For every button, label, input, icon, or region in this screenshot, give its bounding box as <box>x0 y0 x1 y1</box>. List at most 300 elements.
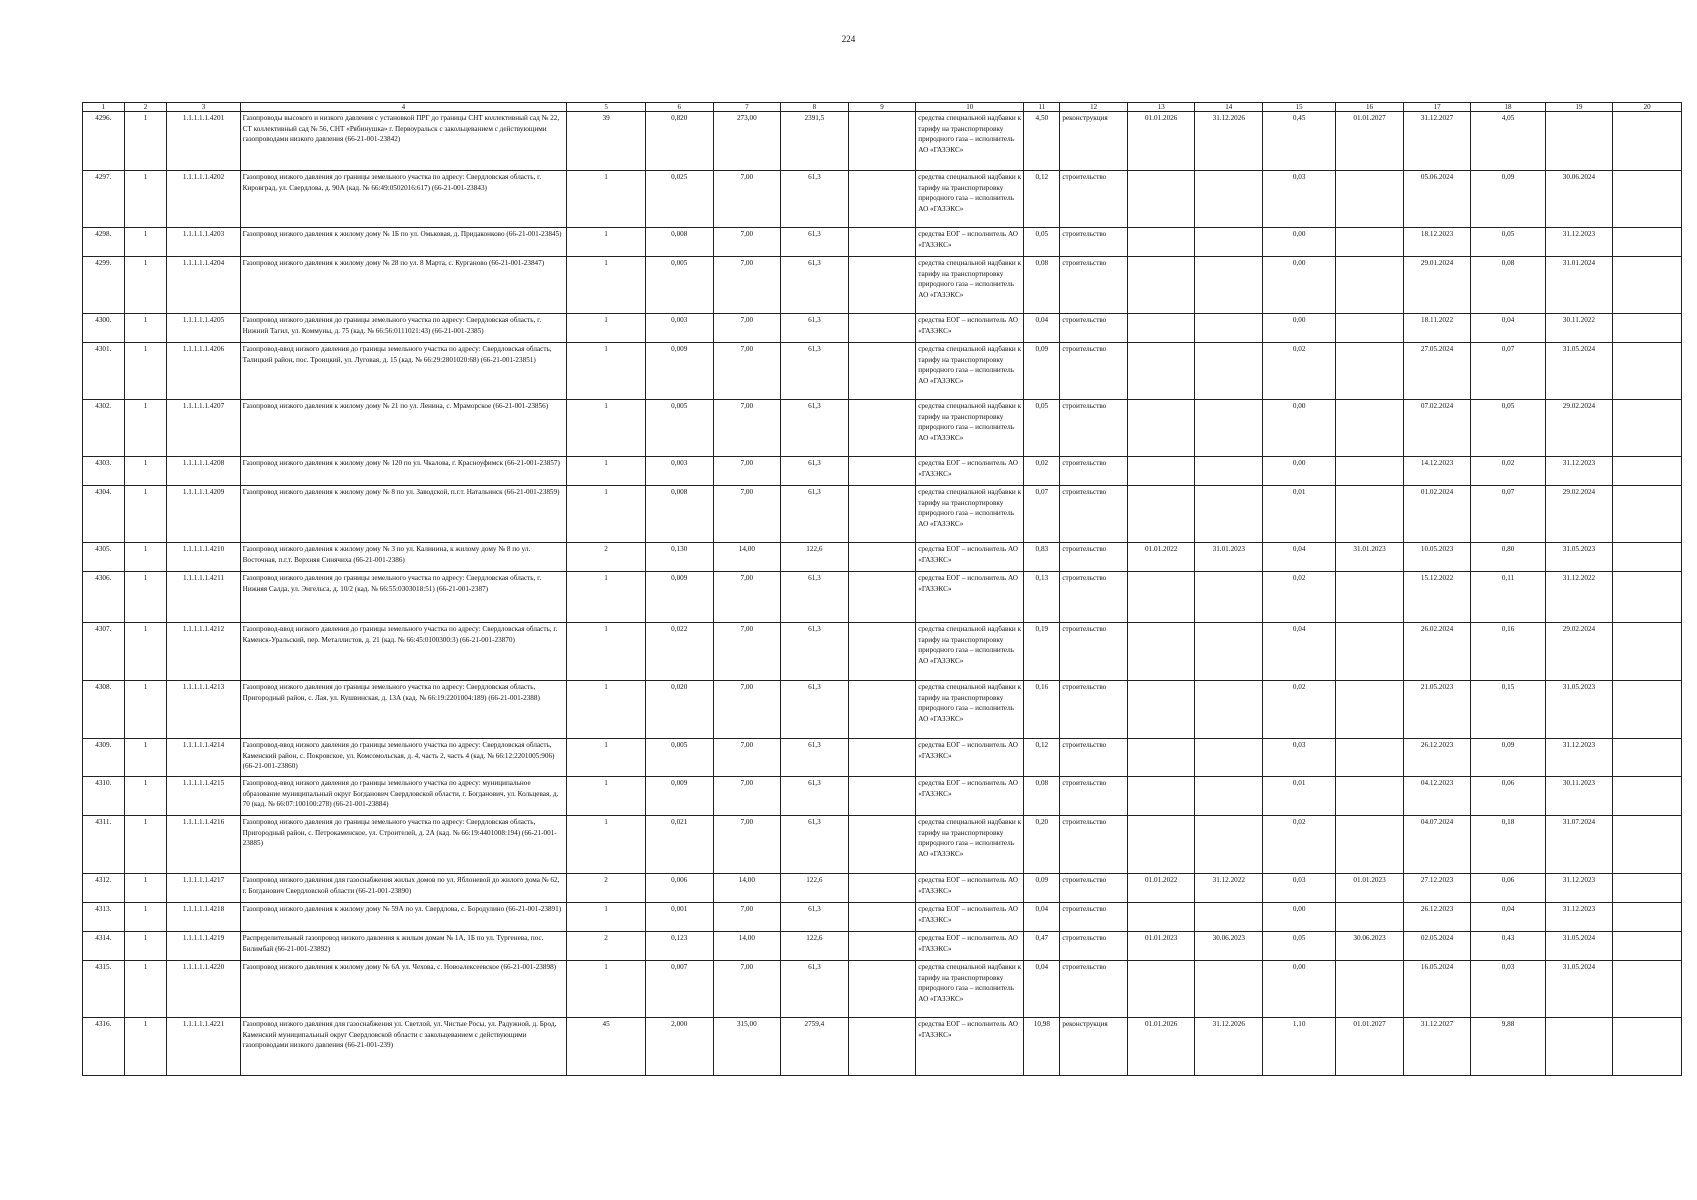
cell-col-6: 0,003 <box>645 314 713 343</box>
cell-col-5: 1 <box>567 961 646 1018</box>
cell-col-20 <box>1613 486 1682 543</box>
cell-col-12: строительство <box>1060 681 1128 739</box>
cell-col-19: 29.02.2024 <box>1545 623 1613 681</box>
cell-col-12: строительство <box>1060 400 1128 457</box>
cell-col-18: 0,06 <box>1471 777 1545 816</box>
cell-col-19 <box>1545 112 1613 171</box>
cell-col-13 <box>1127 171 1195 228</box>
cell-col-1: 4302. <box>83 400 125 457</box>
cell-col-20 <box>1613 457 1682 486</box>
cell-col-9 <box>848 171 916 228</box>
cell-col-7: 7,00 <box>713 486 781 543</box>
cell-col-20 <box>1613 228 1682 257</box>
cell-col-12: строительство <box>1060 543 1128 572</box>
col-num: 4 <box>240 103 567 112</box>
cell-col-19: 31.12.2022 <box>1545 572 1613 623</box>
cell-col-11: 0,12 <box>1024 739 1060 777</box>
cell-col-3: 1.1.1.1.1.4216 <box>167 816 240 874</box>
table-row <box>83 961 1682 1018</box>
cell-col-1: 4316. <box>83 1018 125 1076</box>
table-row <box>83 543 1682 572</box>
cell-col-1: 4296. <box>83 112 125 171</box>
cell-col-4: Газопроводы высокого и низкого давления с установкой ПРГ до границы СНТ коллективный сад № 22, СТ коллективный сад № 56, СНТ «Рябинушка» г. Первоуральск с закольцеванием с действующими газопроводами низкого давления (66-21-001-23842) <box>240 112 567 171</box>
cell-col-8: 61,3 <box>781 903 849 932</box>
cell-col-11: 0,09 <box>1024 874 1060 903</box>
cell-col-6: 0,022 <box>645 623 713 681</box>
cell-col-7: 7,00 <box>713 257 781 314</box>
cell-col-1: 4310. <box>83 777 125 816</box>
cell-col-19: 29.02.2024 <box>1545 486 1613 543</box>
col-num: 15 <box>1263 103 1336 112</box>
col-num: 3 <box>167 103 240 112</box>
cell-col-13 <box>1127 903 1195 932</box>
col-num: 16 <box>1336 103 1404 112</box>
cell-col-6: 0,008 <box>645 486 713 543</box>
cell-col-11: 0,05 <box>1024 400 1060 457</box>
cell-col-6: 0,008 <box>645 228 713 257</box>
cell-col-16 <box>1336 457 1404 486</box>
cell-col-16 <box>1336 257 1404 314</box>
cell-col-7: 7,00 <box>713 739 781 777</box>
register-table <box>82 102 1682 1076</box>
cell-col-15: 0,03 <box>1263 874 1336 903</box>
cell-col-14: 31.12.2022 <box>1195 874 1263 903</box>
cell-col-8: 61,3 <box>781 257 849 314</box>
cell-col-10: средства специальной надбавки к тарифу на транспортировку природного газа – исполнитель АО «ГАЗЭКС» <box>916 400 1024 457</box>
cell-col-19: 31.05.2023 <box>1545 681 1613 739</box>
cell-col-7: 315,00 <box>713 1018 781 1076</box>
table-row <box>83 739 1682 777</box>
cell-col-2: 1 <box>124 228 167 257</box>
cell-col-14 <box>1195 228 1263 257</box>
cell-col-15: 0,02 <box>1263 572 1336 623</box>
cell-col-8: 61,3 <box>781 961 849 1018</box>
cell-col-14 <box>1195 903 1263 932</box>
cell-col-7: 7,00 <box>713 343 781 400</box>
cell-col-15: 0,04 <box>1263 623 1336 681</box>
cell-col-12: реконструкция <box>1060 112 1128 171</box>
cell-col-4: Газопровод низкого давления к жилому дому № 59А по ул. Свердлова, с. Бородулино (66-21-001-23891) <box>240 903 567 932</box>
cell-col-17: 31.12.2027 <box>1403 1018 1471 1076</box>
cell-col-10: средства ЕОГ – исполнитель АО «ГАЗЭКС» <box>916 572 1024 623</box>
cell-col-18: 0,80 <box>1471 543 1545 572</box>
cell-col-11: 0,08 <box>1024 777 1060 816</box>
cell-col-13 <box>1127 623 1195 681</box>
cell-col-17: 21.05.2023 <box>1403 681 1471 739</box>
cell-col-18: 0,05 <box>1471 400 1545 457</box>
cell-col-3: 1.1.1.1.1.4202 <box>167 171 240 228</box>
cell-col-6: 0,005 <box>645 257 713 314</box>
cell-col-16 <box>1336 314 1404 343</box>
cell-col-16 <box>1336 228 1404 257</box>
cell-col-16 <box>1336 171 1404 228</box>
cell-col-10: средства специальной надбавки к тарифу на транспортировку природного газа – исполнитель АО «ГАЗЭКС» <box>916 171 1024 228</box>
cell-col-11: 0,19 <box>1024 623 1060 681</box>
cell-col-2: 1 <box>124 961 167 1018</box>
cell-col-14 <box>1195 739 1263 777</box>
cell-col-3: 1.1.1.1.1.4217 <box>167 874 240 903</box>
cell-col-19: 30.11.2023 <box>1545 777 1613 816</box>
cell-col-3: 1.1.1.1.1.4211 <box>167 572 240 623</box>
cell-col-12: строительство <box>1060 228 1128 257</box>
cell-col-10: средства ЕОГ – исполнитель АО «ГАЗЭКС» <box>916 739 1024 777</box>
cell-col-6: 0,007 <box>645 961 713 1018</box>
cell-col-13 <box>1127 777 1195 816</box>
cell-col-1: 4308. <box>83 681 125 739</box>
cell-col-8: 61,3 <box>781 816 849 874</box>
cell-col-1: 4303. <box>83 457 125 486</box>
cell-col-3: 1.1.1.1.1.4218 <box>167 903 240 932</box>
cell-col-3: 1.1.1.1.1.4203 <box>167 228 240 257</box>
cell-col-1: 4297. <box>83 171 125 228</box>
cell-col-5: 1 <box>567 257 646 314</box>
cell-col-1: 4313. <box>83 903 125 932</box>
cell-col-8: 61,3 <box>781 777 849 816</box>
cell-col-20 <box>1613 903 1682 932</box>
cell-col-2: 1 <box>124 777 167 816</box>
cell-col-20 <box>1613 739 1682 777</box>
cell-col-18: 0,05 <box>1471 228 1545 257</box>
cell-col-14 <box>1195 400 1263 457</box>
cell-col-13: 01.01.2023 <box>1127 932 1195 961</box>
cell-col-19: 31.05.2024 <box>1545 343 1613 400</box>
cell-col-16 <box>1336 903 1404 932</box>
cell-col-19 <box>1545 1018 1613 1076</box>
cell-col-1: 4299. <box>83 257 125 314</box>
table-row <box>83 112 1682 171</box>
cell-col-6: 0,005 <box>645 739 713 777</box>
cell-col-19: 30.11.2022 <box>1545 314 1613 343</box>
cell-col-11: 0,09 <box>1024 343 1060 400</box>
cell-col-12: строительство <box>1060 903 1128 932</box>
cell-col-17: 02.05.2024 <box>1403 932 1471 961</box>
cell-col-4: Газопровод низкого давления до границы земельного участка по адресу: Свердловская область, г. Кировград, ул. Свердлова, д. 90А (кад. № 66:49:0502016:617) (66-21-001-23843) <box>240 171 567 228</box>
cell-col-3: 1.1.1.1.1.4213 <box>167 681 240 739</box>
cell-col-11: 0,16 <box>1024 681 1060 739</box>
cell-col-16 <box>1336 739 1404 777</box>
cell-col-8: 61,3 <box>781 739 849 777</box>
cell-col-14 <box>1195 816 1263 874</box>
cell-col-12: реконструкция <box>1060 1018 1128 1076</box>
cell-col-13 <box>1127 572 1195 623</box>
cell-col-5: 1 <box>567 400 646 457</box>
cell-col-13 <box>1127 457 1195 486</box>
cell-col-17: 26.12.2023 <box>1403 739 1471 777</box>
cell-col-16 <box>1336 400 1404 457</box>
cell-col-12: строительство <box>1060 457 1128 486</box>
cell-col-9 <box>848 681 916 739</box>
cell-col-2: 1 <box>124 874 167 903</box>
cell-col-11: 0,47 <box>1024 932 1060 961</box>
cell-col-18: 0,07 <box>1471 486 1545 543</box>
cell-col-12: строительство <box>1060 257 1128 314</box>
cell-col-19: 31.12.2023 <box>1545 874 1613 903</box>
cell-col-12: строительство <box>1060 777 1128 816</box>
cell-col-2: 1 <box>124 257 167 314</box>
cell-col-5: 1 <box>567 457 646 486</box>
cell-col-2: 1 <box>124 903 167 932</box>
cell-col-9 <box>848 623 916 681</box>
cell-col-5: 1 <box>567 171 646 228</box>
cell-col-19: 31.05.2024 <box>1545 932 1613 961</box>
cell-col-9 <box>848 932 916 961</box>
cell-col-16 <box>1336 816 1404 874</box>
cell-col-4: Газопровод низкого давления к жилому дому № 21 по ул. Ленина, с. Мраморское (66-21-001-23856) <box>240 400 567 457</box>
cell-col-18: 0,18 <box>1471 816 1545 874</box>
cell-col-13 <box>1127 961 1195 1018</box>
cell-col-14 <box>1195 623 1263 681</box>
cell-col-16 <box>1336 777 1404 816</box>
cell-col-4: Газопровод низкого давления к жилому дому № 120 по ул. Чкалова, г. Красноуфимск (66-21-001-23857) <box>240 457 567 486</box>
cell-col-4: Газопровод-ввод низкого давления до границы земельного участка по адресу: муниципальное образование муниципальный округ Богданович Свердловской области, г. Богданович, ул. Кольцевая, д. 70 (кад. № 66:07:100100:278) (66-21-001-23884) <box>240 777 567 816</box>
cell-col-16 <box>1336 343 1404 400</box>
cell-col-17: 18.12.2023 <box>1403 228 1471 257</box>
cell-col-10: средства специальной надбавки к тарифу на транспортировку природного газа – исполнитель АО «ГАЗЭКС» <box>916 112 1024 171</box>
column-number-row <box>83 103 1682 112</box>
cell-col-18: 0,16 <box>1471 623 1545 681</box>
cell-col-10: средства ЕОГ – исполнитель АО «ГАЗЭКС» <box>916 457 1024 486</box>
cell-col-9 <box>848 816 916 874</box>
cell-col-16: 01.01.2027 <box>1336 112 1404 171</box>
cell-col-13 <box>1127 739 1195 777</box>
cell-col-2: 1 <box>124 543 167 572</box>
cell-col-12: строительство <box>1060 623 1128 681</box>
cell-col-2: 1 <box>124 343 167 400</box>
cell-col-12: строительство <box>1060 572 1128 623</box>
cell-col-1: 4314. <box>83 932 125 961</box>
cell-col-8: 61,3 <box>781 400 849 457</box>
cell-col-6: 0,009 <box>645 777 713 816</box>
cell-col-12: строительство <box>1060 314 1128 343</box>
cell-col-16: 30.06.2023 <box>1336 932 1404 961</box>
col-num: 7 <box>713 103 781 112</box>
cell-col-19: 31.05.2024 <box>1545 961 1613 1018</box>
cell-col-15: 0,02 <box>1263 681 1336 739</box>
cell-col-7: 14,00 <box>713 543 781 572</box>
cell-col-11: 10,98 <box>1024 1018 1060 1076</box>
cell-col-14 <box>1195 314 1263 343</box>
cell-col-9 <box>848 1018 916 1076</box>
cell-col-10: средства ЕОГ – исполнитель АО «ГАЗЭКС» <box>916 903 1024 932</box>
cell-col-1: 4311. <box>83 816 125 874</box>
cell-col-19: 30.06.2024 <box>1545 171 1613 228</box>
cell-col-15: 0,01 <box>1263 486 1336 543</box>
cell-col-14 <box>1195 572 1263 623</box>
cell-col-11: 0,04 <box>1024 903 1060 932</box>
cell-col-9 <box>848 874 916 903</box>
cell-col-4: Газопровод-ввод низкого давления до границы земельного участка по адресу: Свердловская область, г. Каменск-Уральский, пер. Металлистов, д. 21 (кад. № 66:45:0100300:3) (66-21-001-23870) <box>240 623 567 681</box>
cell-col-10: средства специальной надбавки к тарифу на транспортировку природного газа – исполнитель АО «ГАЗЭКС» <box>916 816 1024 874</box>
cell-col-8: 61,3 <box>781 457 849 486</box>
cell-col-13 <box>1127 314 1195 343</box>
cell-col-20 <box>1613 572 1682 623</box>
cell-col-20 <box>1613 777 1682 816</box>
cell-col-6: 0,130 <box>645 543 713 572</box>
table-row <box>83 228 1682 257</box>
cell-col-4: Газопровод-ввод низкого давления до границы земельного участка по адресу: Свердловская область, Талицкий район, пос. Троицкий, ул. Луговая, д. 15 (кад. № 66:29:2801020:68) (66-21-001-23851) <box>240 343 567 400</box>
table-row <box>83 400 1682 457</box>
cell-col-19: 31.12.2023 <box>1545 457 1613 486</box>
cell-col-2: 1 <box>124 1018 167 1076</box>
cell-col-15: 0,03 <box>1263 739 1336 777</box>
cell-col-5: 1 <box>567 903 646 932</box>
table-row <box>83 681 1682 739</box>
cell-col-13 <box>1127 228 1195 257</box>
cell-col-1: 4309. <box>83 739 125 777</box>
cell-col-17: 16.05.2024 <box>1403 961 1471 1018</box>
cell-col-15: 0,00 <box>1263 257 1336 314</box>
table-row <box>83 457 1682 486</box>
cell-col-13 <box>1127 257 1195 314</box>
cell-col-14 <box>1195 486 1263 543</box>
cell-col-8: 122,6 <box>781 543 849 572</box>
cell-col-18: 0,02 <box>1471 457 1545 486</box>
cell-col-9 <box>848 400 916 457</box>
cell-col-4: Газопровод низкого давления к жилому дому № 6А ул. Чехова, с. Новоалексеевское (66-21-001-23898) <box>240 961 567 1018</box>
cell-col-15: 0,00 <box>1263 961 1336 1018</box>
cell-col-3: 1.1.1.1.1.4204 <box>167 257 240 314</box>
page-number: 224 <box>841 34 856 44</box>
cell-col-15: 0,00 <box>1263 400 1336 457</box>
cell-col-17: 07.02.2024 <box>1403 400 1471 457</box>
cell-col-19: 31.12.2023 <box>1545 739 1613 777</box>
cell-col-19: 29.02.2024 <box>1545 400 1613 457</box>
cell-col-14 <box>1195 457 1263 486</box>
table-row <box>83 777 1682 816</box>
cell-col-8: 122,6 <box>781 932 849 961</box>
cell-col-11: 0,20 <box>1024 816 1060 874</box>
cell-col-18: 0,07 <box>1471 343 1545 400</box>
cell-col-4: Газопровод низкого давления до границы земельного участка по адресу: Свердловская область, г. Нижний Тагил, ул. Коммуны, д. 75 (кад. № 66:56:0111021:43) (66-21-001-2385) <box>240 314 567 343</box>
table-row <box>83 903 1682 932</box>
cell-col-3: 1.1.1.1.1.4215 <box>167 777 240 816</box>
cell-col-8: 61,3 <box>781 681 849 739</box>
col-num: 9 <box>848 103 916 112</box>
cell-col-4: Газопровод низкого давления до границы земельного участка по адресу: Свердловская область, Пригородный район, с. Лая, ул. Кушвинская, д. 13А (кад. № 66:19:2201004:189) (66-21-001-2388) <box>240 681 567 739</box>
cell-col-16: 31.01.2023 <box>1336 543 1404 572</box>
cell-col-20 <box>1613 623 1682 681</box>
table-row <box>83 572 1682 623</box>
cell-col-18: 0,09 <box>1471 739 1545 777</box>
cell-col-12: строительство <box>1060 343 1128 400</box>
cell-col-18: 0,03 <box>1471 961 1545 1018</box>
cell-col-3: 1.1.1.1.1.4210 <box>167 543 240 572</box>
col-num: 5 <box>567 103 646 112</box>
cell-col-13 <box>1127 486 1195 543</box>
cell-col-9 <box>848 112 916 171</box>
cell-col-7: 7,00 <box>713 681 781 739</box>
cell-col-15: 0,01 <box>1263 777 1336 816</box>
col-num: 12 <box>1060 103 1128 112</box>
cell-col-14 <box>1195 777 1263 816</box>
cell-col-9 <box>848 314 916 343</box>
cell-col-9 <box>848 961 916 1018</box>
cell-col-4: Газопровод низкого давления к жилому дому № 28 по ул. 8 Марта, с. Курганово (66-21-001-23847) <box>240 257 567 314</box>
cell-col-5: 1 <box>567 228 646 257</box>
cell-col-4: Газопровод низкого давления до границы земельного участка по адресу: Свердловская область, г. Нижняя Салда, ул. Энгельса, д. 10/2 (кад. № 66:55:0303018:51) (66-21-001-2387) <box>240 572 567 623</box>
cell-col-8: 61,3 <box>781 314 849 343</box>
cell-col-5: 45 <box>567 1018 646 1076</box>
cell-col-10: средства ЕОГ – исполнитель АО «ГАЗЭКС» <box>916 777 1024 816</box>
cell-col-9 <box>848 486 916 543</box>
cell-col-12: строительство <box>1060 486 1128 543</box>
cell-col-16 <box>1336 486 1404 543</box>
cell-col-9 <box>848 572 916 623</box>
cell-col-8: 61,3 <box>781 486 849 543</box>
table-row <box>83 171 1682 228</box>
cell-col-15: 0,00 <box>1263 228 1336 257</box>
cell-col-2: 1 <box>124 171 167 228</box>
cell-col-7: 7,00 <box>713 457 781 486</box>
cell-col-13: 01.01.2022 <box>1127 874 1195 903</box>
cell-col-7: 7,00 <box>713 400 781 457</box>
cell-col-4: Газопровод низкого давления к жилому дому № 3 по ул. Калинина, к жилому дому № 8 по ул. Восточная, п.г.т. Верхняя Синячиха (66-21-001-2386) <box>240 543 567 572</box>
cell-col-14: 30.06.2023 <box>1195 932 1263 961</box>
cell-col-3: 1.1.1.1.1.4201 <box>167 112 240 171</box>
cell-col-2: 1 <box>124 400 167 457</box>
cell-col-17: 10.05.2023 <box>1403 543 1471 572</box>
cell-col-15: 0,02 <box>1263 343 1336 400</box>
cell-col-10: средства ЕОГ – исполнитель АО «ГАЗЭКС» <box>916 932 1024 961</box>
cell-col-20 <box>1613 932 1682 961</box>
cell-col-14 <box>1195 343 1263 400</box>
cell-col-11: 0,02 <box>1024 457 1060 486</box>
cell-col-13: 01.01.2022 <box>1127 543 1195 572</box>
cell-col-8: 2759,4 <box>781 1018 849 1076</box>
cell-col-10: средства ЕОГ – исполнитель АО «ГАЗЭКС» <box>916 314 1024 343</box>
table-row <box>83 932 1682 961</box>
cell-col-6: 0,005 <box>645 400 713 457</box>
cell-col-4: Газопровод низкого давления для газоснабжения ул. Светлой, ул. Чистые Росы, ул. Радужной, д. Брод, Каменский муниципальный округ Свердловской области с закольцеванием с действующими газопроводами низкого давления (66-21-001-239) <box>240 1018 567 1076</box>
cell-col-7: 7,00 <box>713 777 781 816</box>
col-num: 8 <box>781 103 849 112</box>
cell-col-6: 0,003 <box>645 457 713 486</box>
cell-col-20 <box>1613 681 1682 739</box>
cell-col-7: 7,00 <box>713 314 781 343</box>
cell-col-2: 1 <box>124 572 167 623</box>
cell-col-14 <box>1195 171 1263 228</box>
cell-col-11: 0,05 <box>1024 228 1060 257</box>
cell-col-5: 2 <box>567 543 646 572</box>
cell-col-4: Газопровод низкого давления до границы земельного участка по адресу: Свердловская область, Пригородный район, с. Петрокаменское, ул. Строителей, д. 2А (кад. № 66:19:4401008:194) (66-21-001-23885) <box>240 816 567 874</box>
cell-col-9 <box>848 457 916 486</box>
col-num: 17 <box>1403 103 1471 112</box>
cell-col-8: 61,3 <box>781 171 849 228</box>
cell-col-6: 0,001 <box>645 903 713 932</box>
cell-col-5: 2 <box>567 874 646 903</box>
cell-col-8: 61,3 <box>781 623 849 681</box>
cell-col-2: 1 <box>124 486 167 543</box>
table-row <box>83 343 1682 400</box>
cell-col-14: 31.01.2023 <box>1195 543 1263 572</box>
cell-col-20 <box>1613 543 1682 572</box>
cell-col-7: 7,00 <box>713 623 781 681</box>
cell-col-11: 0,83 <box>1024 543 1060 572</box>
cell-col-6: 0,820 <box>645 112 713 171</box>
cell-col-4: Газопровод-ввод низкого давления до границы земельного участка по адресу: Свердловская область, Каменский район, с. Покровское, ул. Комсомольская, д. 4, часть 2, часть 4 (кад. № 66:12:2201005:906) (66-21-001-23860) <box>240 739 567 777</box>
cell-col-7: 7,00 <box>713 903 781 932</box>
cell-col-16 <box>1336 961 1404 1018</box>
col-num: 10 <box>916 103 1024 112</box>
cell-col-20 <box>1613 257 1682 314</box>
cell-col-6: 2,000 <box>645 1018 713 1076</box>
table-row <box>83 623 1682 681</box>
cell-col-6: 0,006 <box>645 874 713 903</box>
col-num: 13 <box>1127 103 1195 112</box>
cell-col-18: 0,06 <box>1471 874 1545 903</box>
cell-col-9 <box>848 903 916 932</box>
cell-col-15: 1,10 <box>1263 1018 1336 1076</box>
